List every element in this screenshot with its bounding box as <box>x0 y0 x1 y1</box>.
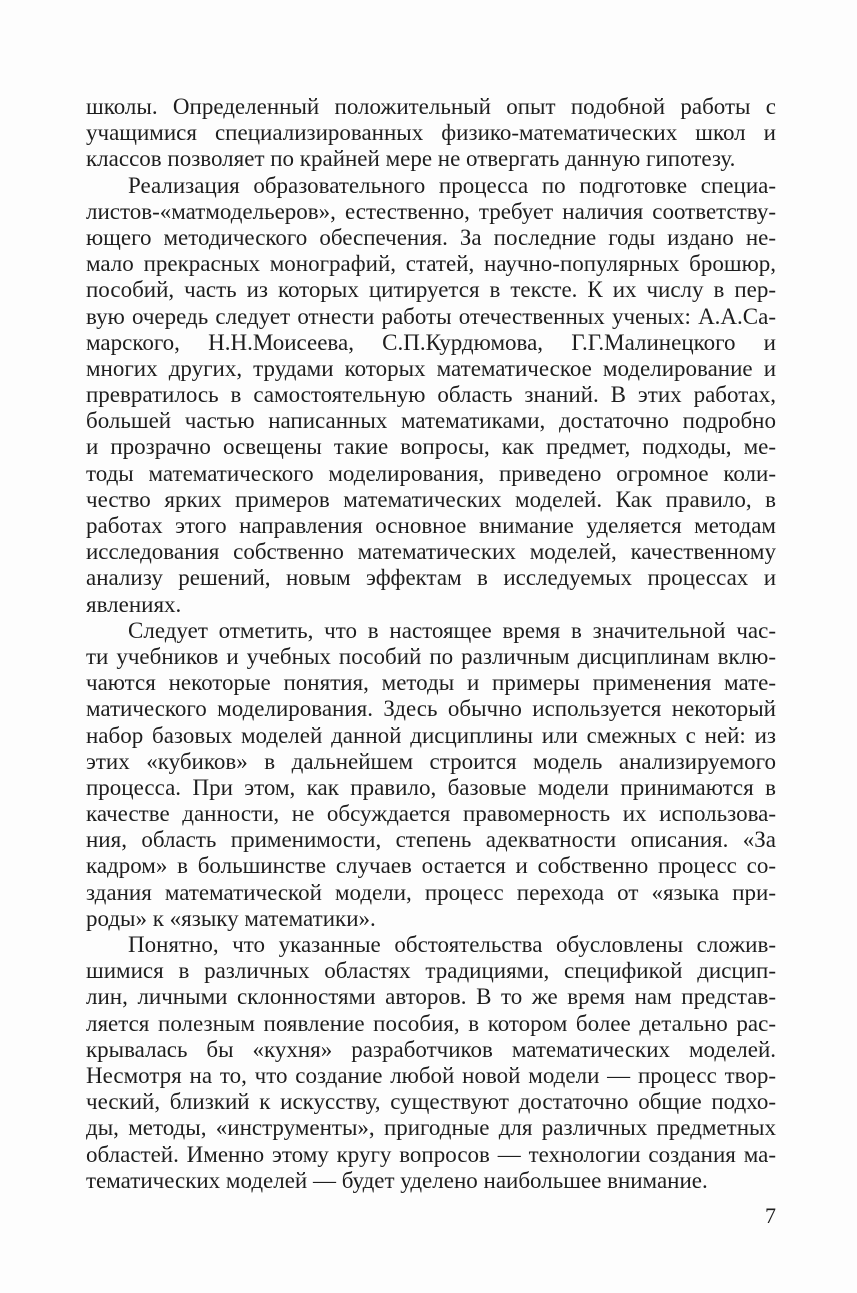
text-line: ляется полезным появление пособия, в котором более детально рас- <box>86 1010 776 1036</box>
text-line: марского, Н.Н.Моисеева, С.П.Курдюмова, Г.Г.Малинецкого и <box>86 329 776 355</box>
text-line: ния, область применимости, степень адекватности описания. «За <box>86 827 776 853</box>
text-line: ческий, близкий к искусству, существуют достаточно общие подхо- <box>86 1089 776 1115</box>
text-line: крывалась бы «кухня» разработчиков математических моделей. <box>86 1036 776 1062</box>
text-line: учащимися специализированных физико-математических школ и <box>86 120 776 146</box>
text-line: превратилось в самостоятельную область знаний. В этих работах, <box>86 382 776 408</box>
paragraph <box>86 618 776 932</box>
text-line: мало прекрасных монографий, статей, научно-популярных брошюр, <box>86 251 776 277</box>
text-line: вую очередь следует отнести работы отечественных ученых: А.А.Са- <box>86 303 776 329</box>
page-number: 7 <box>765 1203 776 1228</box>
text-line: анализу решений, новым эффектам в исследуемых процессах и <box>86 565 776 591</box>
text-line: исследования собственно математических моделей, качественному <box>86 539 776 565</box>
text-line: качестве данности, не обсуждается правомерность их использова- <box>86 801 776 827</box>
text-line: явлениях. <box>86 591 182 617</box>
text-line: ющего методического обеспечения. За последние годы издано не- <box>86 224 776 250</box>
text-line: здания математической модели, процесс перехода от «языка при- <box>86 879 776 905</box>
text-line: ти учебников и учебных пособий по различным дисциплинам вклю- <box>86 643 776 669</box>
text-line: лин, личными склонностями авторов. В то же время нам представ- <box>86 984 776 1010</box>
text-line: большей частью написанных математиками, достаточно подробно <box>86 408 776 434</box>
text-line: листов-«матмодельеров», естественно, требует наличия соответству- <box>86 198 776 224</box>
text-line: тоды математического моделирования, приведено огромное коли- <box>86 460 776 486</box>
paragraph <box>86 94 776 173</box>
text-line: Реализация образовательного процесса по подготовке специа- <box>128 172 776 198</box>
text-line: шимися в различных областях традициями, спецификой дисцип- <box>86 958 776 984</box>
paragraph <box>86 173 776 618</box>
text-line: пособий, часть из которых цитируется в тексте. К их числу в пер- <box>86 277 776 303</box>
text-line: классов позволяет по крайней мере не отвергать данную гипотезу. <box>86 146 736 172</box>
text-block <box>86 94 776 1194</box>
text-line: областей. Именно этому кругу вопросов — технологии создания ма- <box>86 1141 776 1167</box>
text-line: Следует отметить, что в настоящее время в значительной час- <box>128 617 776 643</box>
text-line: набор базовых моделей данной дисциплины или смежных с ней: из <box>86 722 776 748</box>
text-line: тематических моделей — будет уделено наибольшее внимание. <box>86 1167 708 1193</box>
text-line: работах этого направления основное внимание уделяется методам <box>86 513 776 538</box>
text-line: роды» к «языку математики». <box>86 905 376 931</box>
text-line: школы. Определенный положительный опыт подобной работы с <box>86 94 776 119</box>
text-line: матического моделирования. Здесь обычно используется некоторый <box>86 696 776 722</box>
paragraph <box>86 932 776 1194</box>
text-line: кадром» в большинстве случаев остается и собственно процесс со- <box>86 853 776 879</box>
text-line: этих «кубиков» в дальнейшем строится модель анализируемого <box>86 748 776 774</box>
text-line: чаются некоторые понятия, методы и примеры применения мате- <box>86 670 776 696</box>
text-line: многих других, трудами которых математическое моделирование и <box>86 355 776 381</box>
text-line: и прозрачно освещены такие вопросы, как предмет, подходы, ме- <box>86 434 776 460</box>
text-line: Несмотря на то, что создание любой новой модели — процесс твор- <box>86 1062 776 1088</box>
text-line: ды, методы, «инструменты», пригодные для различных предметных <box>86 1115 776 1141</box>
text-line: процесса. При этом, как правило, базовые модели принимаются в <box>86 774 776 800</box>
text-line: чество ярких примеров математических моделей. Как правило, в <box>86 486 776 512</box>
text-line: Понятно, что указанные обстоятельства обусловлены сложив- <box>128 932 776 957</box>
